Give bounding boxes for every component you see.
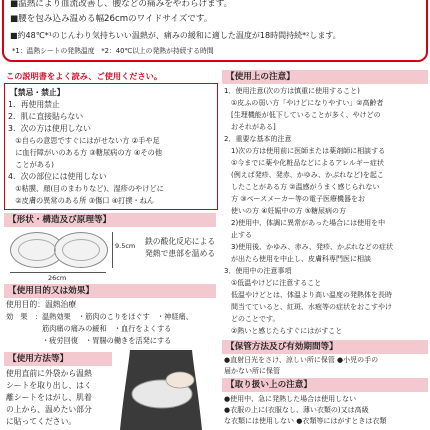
contra-line-9: ②皮膚の異常のある所 ③傷口 ④打撲・ねん [8,196,155,205]
caution-line-11: 使いの方 ④妊娠中の方 ⑤糖尿病の方 [224,207,347,215]
feature-footnote: *1：温熱シートの発熱温度 *2：40℃以上の発熱が持続する時間 [12,47,214,55]
purpose-line-1: 使用目的：温熱治療 [6,300,77,309]
storage-line-1: ●直射日光をさけ、涼しい所に保管 ●小児の手の [224,356,379,364]
height-dimension-line [112,232,113,268]
method-title: 【使用方法等】 [4,352,112,366]
caution-line-9: したことがある方 ②温感がうまく感じられない [224,183,380,191]
caution-line-6: 1)次の方は使用前に医師または薬剤師に相談する [224,147,386,155]
shape-desc-2: 発熱で患部を温める [145,249,216,258]
contra-line-2: 2．肌に直接貼らない [8,112,84,121]
width-label: 26cm [48,274,67,282]
caution-line-5: 2．重要な基本的注意 [224,135,292,143]
shape-desc-1: 鉄の酸化反応による [145,237,216,246]
caution-title: 【使用上の注意】 [222,70,428,84]
hand-shape [166,372,194,388]
caution-line-1: 1．使用注意(次の方は慎重に使用すること) [224,87,360,95]
feature-line-3: ■約48℃*¹のじんわり気持ちいい温熱が、痛みの緩和に適した温度が18時間持続*²します。 [10,31,341,40]
heat-pad-diagram [10,230,110,270]
caution-line-14: 3)使用後、かゆみ、赤み、発疹、かぶれなどの症状 [224,243,394,251]
contra-line-8: ①粘膜、顔(目のまわりなど)、湿疹のやけどに [8,184,164,193]
caution-line-12: 2)使用中、体調に異常があった場合には使用を中 [224,219,386,227]
caution-line-8: (例えば発疹、発赤、かゆみ、かぶれなど)を起こ [224,171,384,179]
body-illustration [110,350,212,430]
read-notice: この説明書をよく読み、ご使用ください。 [6,71,163,81]
storage-line-2: 届かない所に保管 [224,367,280,375]
feature-line-2: ■腰を包み込み温める幅26cmのワイドサイズです。 [10,14,213,24]
handling-line-3: な衣類には使用しない ●衣類等にはがすときは衣類 [224,417,387,425]
purpose-line-4: ・疲労回復 ・胃腸の働きを活発にする [6,336,172,345]
purpose-line-2: 効 果 ：温熱効果 ・筋肉のこりをほぐす ・神経痛、 [6,312,193,321]
method-line-5: に貼ってください。 [6,417,77,426]
caution-line-3: [生理機能が低下していることが多く、やけどの [224,111,381,119]
contra-line-7: 4．次の部位には使用しない [8,172,107,181]
contra-line-3: 3．次の方は使用しない [8,124,91,133]
pad-right-inner [62,239,100,261]
method-line-4: の上から、温めたい部分 [6,405,92,414]
contra-line-6: ことがある) [8,160,54,169]
caution-line-21: ②熱いと感じたらすぐにはがすこと [224,327,343,335]
method-line-1: 使用直前に外袋から温熱 [6,369,92,378]
caution-line-19: 間当てていると、紅斑、水疱等の症状をおこすやけ [224,303,392,311]
method-line-3: 離シートをはがし、肌着 [6,393,92,402]
handling-line-2: ●衣服の上に(衣服なし、薄い衣類の)又は高級 [224,406,369,414]
caution-line-10: 方 ③ペースメーカー等の電子医療機器をお [224,195,366,203]
shape-title: 【形状・構造及び原理等】 [4,213,216,227]
feature-line-1: ■温熱により血流改善し、腰などの痛みをやわらげます。 [10,0,233,9]
caution-line-18: 低温やけどとは、体温より高い温度の発熱体を長時 [224,291,392,299]
pad-left-inner [18,239,56,261]
storage-title: 【保管方法及び有効期間等】 [222,340,428,354]
caution-line-4: おそれがある] [224,123,276,131]
caution-line-17: ①低温やけどに注意すること [224,279,322,287]
caution-line-2: ①皮ふの弱い方「やけどになりやすい」②高齢者 [224,99,384,107]
caution-line-13: 止する [224,231,252,239]
contra-line-5: に血行障がいのある方 ③糖尿病の方 ④その他 [8,148,163,157]
caution-line-20: どのことです。 [224,315,280,323]
caution-line-16: 3．使用中の注意事項 [224,267,292,275]
method-line-2: シートを取り出し、はく [6,381,92,390]
handling-title: 【取り扱い上の注意】 [222,378,428,392]
handling-line-1: ●使用中、急に発熱した場合は使用しない [224,395,357,403]
contra-line-1: 1．再使用禁止 [8,100,60,109]
purpose-line-3: 筋肉痛の痛みの緩和 ・血行をよくする [6,324,172,333]
height-label: 9.5cm [115,242,136,250]
purpose-title: 【使用目的又は効果】 [4,284,216,298]
caution-line-7: ①今までに薬や化粧品などによるアレルギー症状 [224,159,384,167]
contra-line-4: ①自らの意思ですぐにはがせない方 ②手や足 [8,136,160,145]
caution-line-15: が出たら使用を中止し、皮膚科専門医に相談 [224,255,371,263]
contraindication-title: 【禁忌・禁止】 [10,88,65,97]
